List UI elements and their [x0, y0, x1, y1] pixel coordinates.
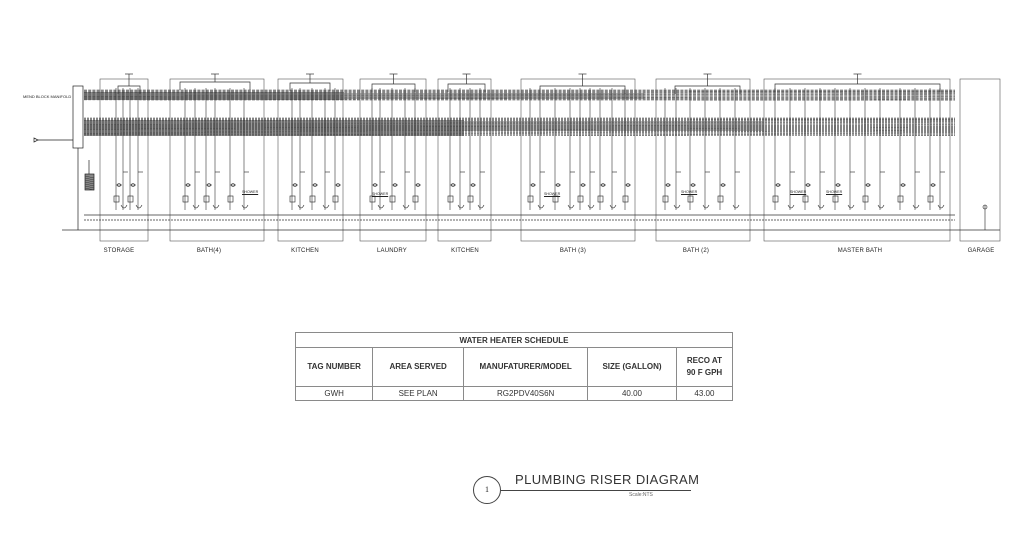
trap-icon [193, 205, 199, 208]
cell-reco: 43.00 [676, 387, 732, 401]
cell-tag: GWH [296, 387, 373, 401]
fixture-icon [370, 196, 375, 202]
trap-icon [788, 205, 794, 208]
trap-icon [538, 205, 544, 208]
fixture-icon [390, 196, 395, 202]
shower-label: SHOWER [826, 190, 843, 194]
room-label: BATH (2) [682, 248, 710, 254]
manifold-label: MEND BLOCK MANIFOLD [23, 94, 72, 99]
trap-icon [298, 205, 304, 208]
room-label: KITCHEN [451, 248, 479, 254]
fixture-icon [290, 196, 295, 202]
fixture-icon [528, 196, 533, 202]
trap-icon [848, 205, 854, 208]
fixture-icon [448, 196, 453, 202]
trap-icon [323, 205, 329, 208]
fixture-icon [803, 196, 808, 202]
room-box [100, 79, 148, 241]
fixture-icon [228, 196, 233, 202]
col-area-served: AREA SERVED [373, 348, 464, 387]
trap-icon [913, 205, 919, 208]
fixture-icon [183, 196, 188, 202]
room-label: LAUNDRY [377, 248, 407, 254]
trap-icon [121, 205, 127, 208]
room-label: BATH(4) [196, 248, 222, 254]
trap-icon [938, 205, 944, 208]
col-size-gallon: SIZE (GALLON) [588, 348, 677, 387]
room-box [521, 79, 635, 241]
trap-icon [403, 205, 409, 208]
fixture-icon [928, 196, 933, 202]
trap-icon [242, 205, 248, 208]
water-heater-schedule [295, 332, 733, 401]
trap-icon [703, 205, 709, 208]
room-box [656, 79, 750, 241]
shower-label: SHOWER [372, 192, 389, 196]
shower-label: SHOWER [681, 190, 698, 194]
pipe-bundle-shade [464, 121, 764, 131]
fixture-icon [773, 196, 778, 202]
trap-icon [818, 205, 824, 208]
room-box [278, 79, 343, 241]
room-label: KITCHEN [291, 248, 319, 254]
pipe-bundle-shade [84, 120, 464, 136]
fixture-icon [833, 196, 838, 202]
shower-label: SHOWER [544, 192, 561, 196]
schedule-title: WATER HEATER SCHEDULE [296, 333, 733, 348]
trap-icon [458, 205, 464, 208]
col-reco-gph: RECO AT 90 F GPH [676, 348, 732, 387]
fixture-icon [310, 196, 315, 202]
room-label: STORAGE [103, 248, 135, 254]
col-manufacturer-model: MANUFATURER/MODEL [464, 348, 588, 387]
room-box [960, 79, 1000, 241]
fixture-icon [623, 196, 628, 202]
fixture-icon [128, 196, 133, 202]
fixture-icon [333, 196, 338, 202]
detail-number: 1 [473, 476, 501, 504]
fixture-icon [688, 196, 693, 202]
trap-icon [588, 205, 594, 208]
cell-area: SEE PLAN [373, 387, 464, 401]
fixture-icon [898, 196, 903, 202]
riser-pipes [116, 88, 940, 210]
trap-icon [674, 205, 680, 208]
drawing-title: PLUMBING RISER DIAGRAM [515, 472, 700, 487]
inlet-arrow-icon [34, 138, 38, 142]
table-row [296, 387, 733, 401]
title-underline [501, 490, 691, 491]
trap-icon [136, 205, 142, 208]
pipe-bundle [84, 90, 955, 136]
shower-label: SHOWER [790, 190, 807, 194]
room-label: GARAGE [967, 248, 995, 254]
trap-icon [478, 205, 484, 208]
drawing-scale: Scale:NTS [629, 492, 653, 498]
fixture-icon [553, 196, 558, 202]
fixture-icon [468, 196, 473, 202]
pipe-bundle-shade [344, 93, 644, 99]
trap-icon [878, 205, 884, 208]
trap-icon [378, 205, 384, 208]
fixture-icon [718, 196, 723, 202]
room-box [170, 79, 264, 241]
fixtures [114, 172, 987, 230]
trap-icon [733, 205, 739, 208]
fixture-icon [863, 196, 868, 202]
room-label: BATH (3) [559, 248, 587, 254]
trap-icon [568, 205, 574, 208]
fixture-icon [663, 196, 668, 202]
manifold [34, 86, 94, 230]
room-label: MASTER BATH [837, 248, 883, 254]
fixture-icon [598, 196, 603, 202]
shower-label: SHOWER [242, 190, 259, 194]
trap-icon [610, 205, 616, 208]
fixture-icon [578, 196, 583, 202]
fixture-icon [204, 196, 209, 202]
trap-icon [213, 205, 219, 208]
cell-size: 40.00 [588, 387, 677, 401]
fixture-icon [114, 196, 119, 202]
cell-model: RG2PDV40S6N [464, 387, 588, 401]
room-box [438, 79, 491, 241]
col-tag-number: TAG NUMBER [296, 348, 373, 387]
room-box [360, 79, 426, 241]
room-box [764, 79, 950, 241]
fixture-icon [413, 196, 418, 202]
manifold-body [73, 86, 83, 148]
